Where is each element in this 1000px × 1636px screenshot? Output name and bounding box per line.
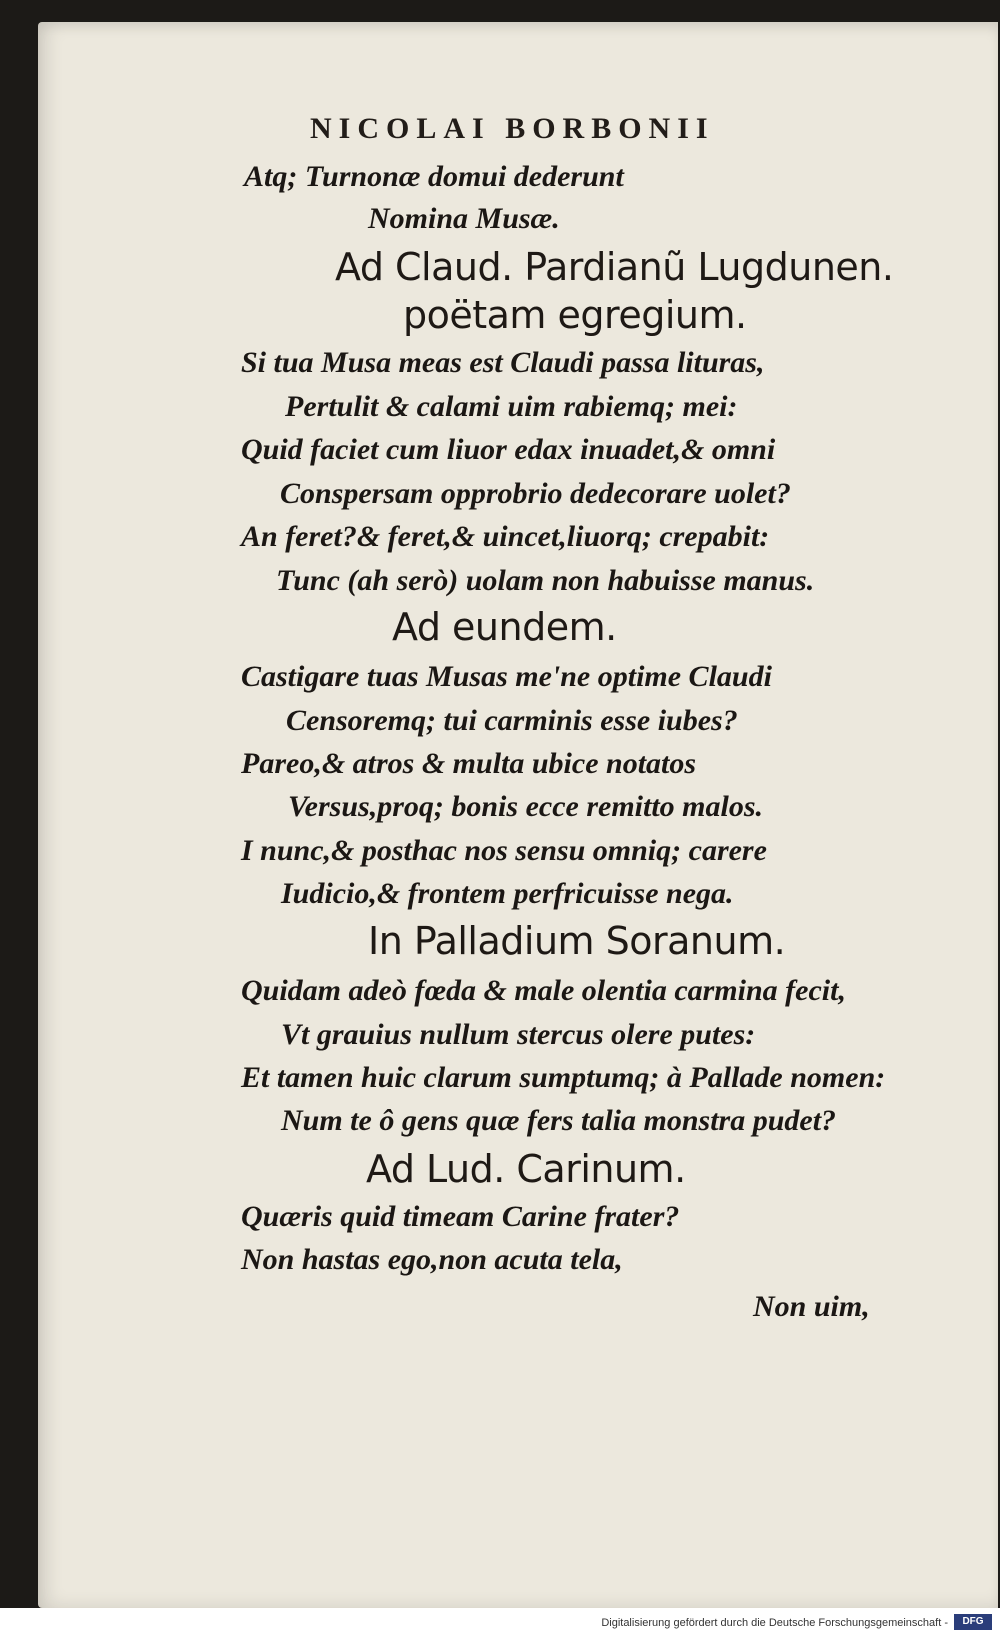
verse-line: Nomina Musæ. xyxy=(368,202,560,235)
verse-line: Si tua Musa meas est Claudi passa lituras, xyxy=(241,346,765,379)
poem-heading: In Palladium Soranum. xyxy=(368,919,786,963)
poem-heading: Ad Claud. Pardianũ Lugdunen. xyxy=(335,245,894,289)
verse-line: Et tamen huic clarum sumptumq; à Pallade nomen: xyxy=(241,1061,886,1094)
verse-line: Quidam adeò fœda & male olentia carmina fecit, xyxy=(241,974,846,1007)
verse-line: Tunc (ah serò) uolam non habuisse manus. xyxy=(276,564,815,597)
verse-line: I nunc,& posthac nos sensu omniq; carere xyxy=(241,834,767,867)
poem-heading: Ad eundem. xyxy=(392,605,617,649)
verse-line: Pareo,& atros & multa ubice notatos xyxy=(241,747,697,780)
verse-line: Censoremq; tui carminis esse iubes? xyxy=(286,704,738,737)
poem-heading: poëtam egregium. xyxy=(403,293,747,337)
verse-line: An feret?& feret,& uincet,liuorq; crepabit: xyxy=(241,520,770,553)
verse-line: Atq; Turnonæ domui dederunt xyxy=(244,160,624,193)
verse-line: Conspersam opprobrio dedecorare uolet? xyxy=(280,477,791,510)
funding-notice: Digitalisierung gefördert durch die Deutsche Forschungsgemeinschaft - xyxy=(601,1617,948,1629)
verse-line: Num te ô gens quæ fers talia monstra pudet? xyxy=(281,1104,837,1137)
catchword: Non uim, xyxy=(753,1290,870,1323)
poem-heading: Ad Lud. Carinum. xyxy=(366,1147,686,1191)
dfg-logo: DFG xyxy=(954,1614,992,1630)
verse-line: Castigare tuas Musas me'ne optime Claudi xyxy=(241,660,772,693)
verse-line: Pertulit & calami uim rabiemq; mei: xyxy=(285,390,738,423)
verse-line: Quid faciet cum liuor edax inuadet,& omni xyxy=(241,433,776,466)
verse-line: Versus,proq; bonis ecce remitto malos. xyxy=(288,790,764,823)
verse-line: Iudicio,& frontem perfricuisse nega. xyxy=(281,877,734,910)
book-page xyxy=(38,22,998,1608)
running-header: NICOLAI BORBONII xyxy=(310,112,715,145)
verse-line: Vt grauius nullum stercus olere putes: xyxy=(281,1018,756,1051)
verse-line: Non hastas ego,non acuta tela, xyxy=(241,1243,623,1276)
verse-line: Quæris quid timeam Carine frater? xyxy=(241,1200,680,1233)
